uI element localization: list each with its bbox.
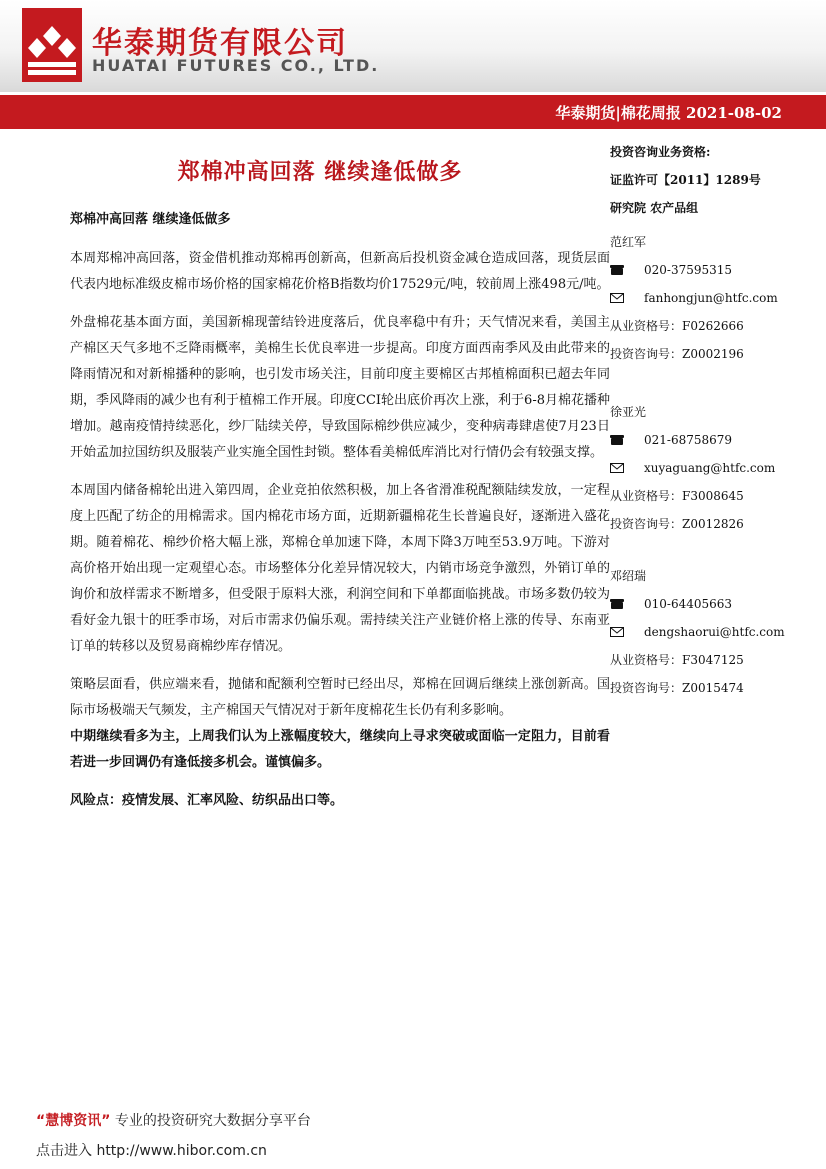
paragraph-outlook: 中期继续看多为主，上周我们认为上涨幅度较大，继续向上寻求突破或面临一定阻力，目前看若进一步回调仍有逢低接多机会。谨慎偏多。 — [70, 729, 610, 770]
envelope-icon — [610, 293, 644, 303]
analyst-email-row — [610, 618, 820, 646]
envelope-icon — [610, 627, 644, 637]
page-footer — [36, 1108, 436, 1164]
analyst-practice-no: 从业资格号：F3047125 — [610, 653, 744, 667]
company-name-en: HUATAI FUTURES CO., LTD. — [92, 56, 380, 75]
analyst-name: 徐亚光 — [610, 405, 647, 419]
analyst-phone: 020-37595315 — [644, 263, 733, 277]
analyst-phone: 021-68758679 — [644, 433, 733, 447]
company-name-cn: 华泰期货有限公司 — [92, 26, 348, 61]
analyst-email[interactable]: dengshaorui@htfc.com — [644, 625, 785, 639]
analyst-phone-row — [610, 590, 820, 618]
section-subtitle: 郑棉冲高回落 继续逢低做多 — [70, 212, 231, 227]
risk-points: 风险点：疫情发展、汇率风险、纺织品出口等。 — [70, 793, 344, 808]
analyst-name: 邓绍瑞 — [610, 569, 647, 583]
analyst-card — [610, 562, 820, 702]
license-number: 证监许可【2011】1289号 — [610, 173, 761, 187]
phone-icon — [610, 434, 644, 446]
analyst-practice-no: 从业资格号：F0262666 — [610, 319, 744, 333]
paragraph-domestic: 本周国内储备棉轮出进入第四周，企业竞拍依然积极，加上各省滑准税配额陆续发放，一定程度上匹配了纺企的用棉需求。国内棉花市场方面，近期新疆棉花生长普遍良好，逐渐进入盛花期。随着棉花、棉纱价格大幅上涨，郑棉仓单加速下降，本周下降3万吨至53.9万吨。下游对高价格开始出现一定观望心态。市场整体分化差异情况较大，内销市场竞争激烈，外销订单的询价和放样需求不断增多，但受限于原料大涨，利润空间和下单都面临挑战。市场多数仍较为看好金九银十的旺季市场，对后市需求仍偏乐观。需持续关注产业链价格上涨的传导、东南亚订单的转移以及贸易商棉纱库存情况。 — [70, 483, 610, 654]
analyst-email-row — [610, 284, 820, 312]
report-header — [0, 0, 826, 130]
paragraph-market-summary: 本周郑棉冲高回落，资金借机推动郑棉再创新高，但新高后投机资金减仓造成回落，现货层面代表内地标准级皮棉市场价格的国家棉花价格B指数均价17529元/吨，较前周上涨498元/吨。 — [70, 251, 610, 292]
analyst-email[interactable]: fanhongjun@htfc.com — [644, 291, 778, 305]
footer-slogan-line — [36, 1108, 436, 1134]
analyst-sidebar — [610, 138, 820, 702]
analyst-phone: 010-64405663 — [644, 597, 733, 611]
analyst-card — [610, 228, 820, 368]
huatai-logo-icon — [22, 8, 82, 82]
phone-icon — [610, 264, 644, 276]
report-tag-bar — [0, 95, 826, 129]
report-title: 郑棉冲高回落 继续逢低做多 — [177, 159, 463, 185]
qualification-title: 投资咨询业务资格: — [610, 145, 711, 159]
phone-icon — [610, 598, 644, 610]
analyst-consult-no: 投资咨询号：Z0012826 — [610, 517, 744, 531]
analyst-practice-no: 从业资格号：F3008645 — [610, 489, 744, 503]
analyst-phone-row — [610, 256, 820, 284]
paragraph-overseas: 外盘棉花基本面方面，美国新棉现蕾结铃进度落后，优良率稳中有升；天气情况来看，美国主产棉区天气多地不乏降雨概率，美棉生长优良率进一步提高。印度方面西南季风及由此带来的降雨情况和对新棉播种的影响，也引发市场关注，目前印度主要棉区古邦植棉面积已超去年同期，季风降雨的减少也有利于植棉工作开展。印度CCI轮出底价再次上涨，利于6-8月棉花播种增加。越南疫情持续恶化，纱厂陆续关停，导致国际棉纱供应减少，变种病毒肆虐使7月23日开始孟加拉国纺织及服装产业实施全国性封锁。整体看美棉低库消比对行情仍会有较强支撑。 — [70, 315, 610, 460]
analyst-phone-row — [610, 426, 820, 454]
analyst-name: 范红军 — [610, 235, 647, 249]
department: 研究院 农产品组 — [610, 201, 699, 215]
envelope-icon — [610, 463, 644, 473]
analyst-email[interactable]: xuyaguang@htfc.com — [644, 461, 776, 475]
analyst-consult-no: 投资咨询号：Z0002196 — [610, 347, 744, 361]
paragraph-strategy: 策略层面看，供应端来看，抛储和配额利空暂时已经出尽，郑棉在回调后继续上涨创新高。国际市场极端天气频发，主产棉国天气情况对于新年度棉花生长仍有利多影响。 — [70, 677, 610, 718]
report-body — [70, 208, 610, 814]
footer-slogan: 专业的投资研究大数据分享平台 — [114, 1113, 311, 1129]
report-tag: 华泰期货|棉花周报 2021-08-02 — [555, 104, 782, 122]
analyst-consult-no: 投资咨询号：Z0015474 — [610, 681, 744, 695]
analyst-card — [610, 398, 820, 538]
footer-brand: “慧博资讯” — [36, 1113, 111, 1129]
footer-link[interactable]: 点击进入 http://www.hibor.com.cn — [36, 1143, 267, 1159]
analyst-email-row — [610, 454, 820, 482]
